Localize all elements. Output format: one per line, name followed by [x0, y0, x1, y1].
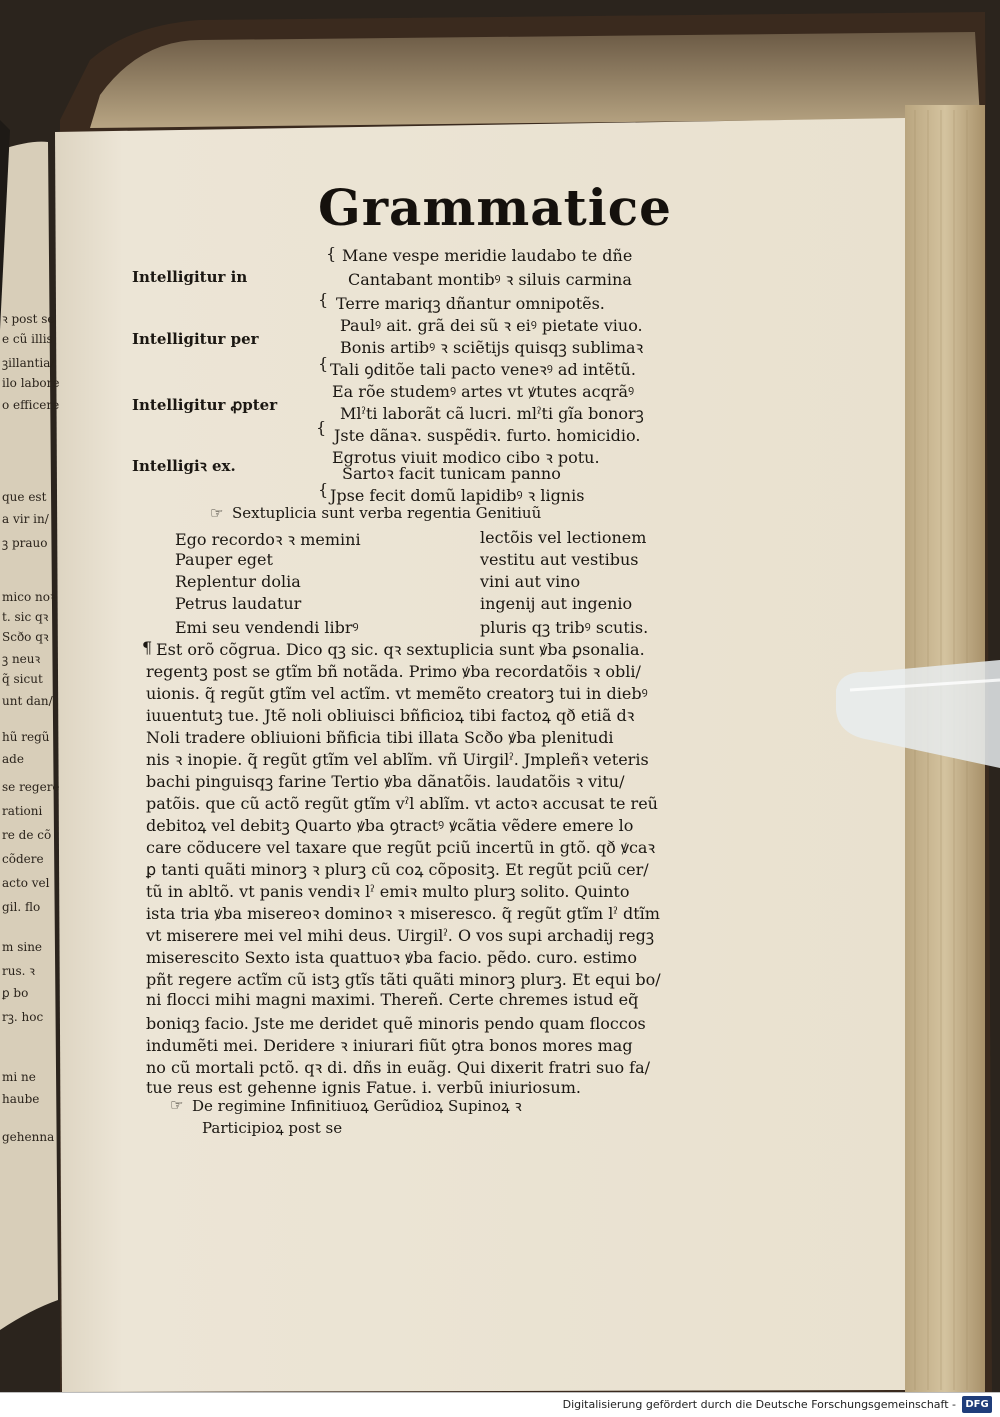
margin-label: Intelligiꝛ ex. [132, 457, 236, 475]
pilcrow-icon: ¶ [142, 638, 153, 657]
fragment-line: ade [2, 752, 24, 766]
commentary-line: ꝑ tanti quãti minorꝫ ꝛ plurꝫ cũ coꝝ cõpositꝫ. Et regũt pciũ cer/ [146, 860, 649, 879]
commentary-line: care cõducere vel taxare que regũt pciũ incertũ in gtõ. qð ꝟcaꝛ [146, 838, 656, 857]
commentary-line: tue reus est gehenne ignis Fatue. i. verbũ iniuriosum. [146, 1078, 581, 1097]
fragment-line: acto vel [2, 876, 50, 890]
funding-notice: Digitalisierung gefördert durch die Deutsche Forschungsgemeinschaft - [562, 1398, 956, 1411]
commentary-line: no cũ mortali pctõ. qꝛ di. dñs in euãg. Qui dixerit fratri suo fa/ [146, 1058, 651, 1077]
example-line: Tali ꝯditõe tali pacto veneꝛꝰ ad intẽtũ. [330, 360, 636, 379]
fragment-line: o efficere [2, 398, 60, 412]
table-left-cell: Emi seu vendendi librꝰ [175, 618, 359, 637]
commentary-line: tũ in abltõ. vt panis vendiꝛ lˀ emiꝛ multo plurꝫ solito. Quinto [146, 882, 630, 901]
fragment-line: se regere [2, 780, 60, 794]
commentary-line: uionis. q̃ regũt gtĩm vel actĩm. vt memẽto creatorꝫ tui in diebꝰ [146, 684, 648, 703]
commentary-line: ista tria ꝟba misereoꝛ dominoꝛ ꝛ miseresco. q̃ regũt gtĩm lˀ dtĩm [146, 904, 660, 923]
table-right-cell: vini aut vino [480, 572, 581, 591]
commentary-line: Est orõ cõgrua. Dico qꝫ sic. qꝛ sextuplicia sunt ꝟba ꝑsonalia. [156, 640, 645, 659]
section-heading: De regimine Infinitiuoꝝ Gerũdioꝝ Supinoꝝ ꝛ [192, 1097, 522, 1115]
fragment-line: ꝫillantia/ [2, 356, 55, 370]
fragment-line: ꝛ post se [2, 312, 55, 326]
fragment-line: m sine [2, 940, 43, 954]
fragment-line: haube [2, 1092, 40, 1106]
brace-icon: { [316, 418, 327, 437]
fragment-line: rationi [2, 804, 43, 818]
margin-label: Intelligitur in [132, 268, 248, 286]
fragment-line: Scðo qꝛ [2, 630, 49, 644]
fragment-line: q̃ sicut [2, 672, 43, 686]
example-line: Bonis artibꝰ ꝛ sciẽtijs quisqꝫ sublimaꝛ [340, 338, 644, 357]
fragment-line: gil. flo [2, 900, 41, 914]
example-line: Paulꝰ ait. grã dei sũ ꝛ eiꝰ pietate viuo. [340, 316, 643, 335]
commentary-line: boniqꝫ facio. Jste me deridet quẽ minoris pendo quam floccos [146, 1014, 646, 1033]
fragment-line: rus. ꝛ [2, 964, 35, 978]
fragment-line: re de cõ [2, 828, 52, 842]
example-line: Jste dãnaꝛ. suspẽdiꝛ. furto. homicidio. [334, 426, 641, 445]
commentary-line: regentꝫ post se gtĩm bñ notãda. Primo ꝟba recordatõis ꝛ obli/ [146, 662, 641, 681]
brace-icon: { [318, 480, 329, 499]
footer-bar [0, 1392, 1000, 1417]
commentary-line: debitoꝝ vel debitꝫ Quarto ꝟba ꝯtractꝰ ꝟcãtia vẽdere emere lo [146, 816, 634, 835]
commentary-line: ni flocci mihi magni maximi. Thereñ. Certe chremes istud eq̃ [146, 990, 639, 1009]
fragment-line: mi ne [2, 1070, 36, 1084]
table-left-cell: Ego recordoꝛ ꝛ memini [175, 530, 361, 549]
table-right-cell: lectõis vel lectionem [480, 528, 647, 547]
fragment-line: e cũ illis [2, 332, 53, 346]
example-line: Mane vespe meridie laudabo te dñe [342, 246, 633, 265]
dfg-logo: DFG [962, 1396, 992, 1413]
table-right-cell: vestitu aut vestibus [480, 550, 639, 569]
section-heading: Sextuplicia sunt verba regentia Genitiuũ [232, 504, 542, 522]
commentary-line: vt miserere mei vel mihi deus. Uirgilˀ. O vos supi archadij regꝫ [146, 926, 655, 945]
fragment-line: ꝫ neuꝛ [2, 652, 41, 666]
fragment-line: a vir in/ [2, 512, 49, 526]
table-left-cell: Petrus laudatur [175, 594, 302, 613]
fragment-line: gehenna [2, 1130, 55, 1144]
example-line: Jpse fecit domũ lapidibꝰ ꝛ lignis [330, 486, 585, 505]
fragment-line: rꝫ. hoc [2, 1010, 44, 1024]
example-line: Sartoꝛ facit tunicam panno [342, 464, 561, 483]
fragment-line: t. sic qꝛ [2, 610, 49, 624]
commentary-line: nis ꝛ inopie. q̃ regũt gtĩm vel ablĩm. vñ Uirgilˀ. Jmpleñꝛ veteris [146, 750, 649, 769]
commentary-line: indumẽti mei. Deridere ꝛ iniurari fiũt ꝯtra bonos mores mag [146, 1036, 633, 1055]
fragment-line: cõdere [2, 852, 44, 866]
brace-icon: { [326, 244, 337, 263]
example-line: Terre mariqꝫ dñantur omnipotẽs. [336, 294, 605, 313]
section-heading-continued: Participioꝝ post se [202, 1119, 343, 1137]
fragment-line: mico noꝛ [2, 590, 56, 604]
commentary-line: miserescito Sexto ista quattuoꝛ ꝟba facio. pẽdo. curo. estimo [146, 948, 637, 967]
fragment-line: hũ regũ [2, 730, 50, 744]
paragraph-mark-icon: ☞ [170, 1096, 184, 1114]
fragment-line: que est [2, 490, 47, 504]
example-line: Mlˀti laborãt cã lucri. mlˀti gĩa bonorꝫ [340, 404, 644, 423]
margin-label: Intelligitur ꝓpter [132, 396, 278, 414]
example-line: Cantabant montibꝰ ꝛ siluis carmina [348, 270, 632, 289]
table-right-cell: ingenij aut ingenio [480, 594, 633, 613]
fragment-line: ilo labore [2, 376, 60, 390]
fragment-line: ꝫ prauo [2, 536, 48, 550]
fragment-line: unt dan/ [2, 694, 53, 708]
brace-icon: { [318, 290, 329, 309]
commentary-line: patõis. que cũ actõ regũt gtĩm vˀl ablĩm. vt actoꝛ accusat te reũ [146, 794, 658, 813]
margin-label: Intelligitur per [132, 330, 259, 348]
commentary-line: Noli tradere obliuioni bñficia tibi illata Scðo ꝟba plenitudi [146, 728, 614, 747]
commentary-line: pñt regere actĩm cũ istꝫ gtĩs tãti quãti minorꝫ plurꝫ. Et equi bo/ [146, 970, 661, 989]
table-left-cell: Replentur dolia [175, 572, 301, 591]
brace-icon: { [318, 354, 329, 373]
paragraph-mark-icon: ☞ [210, 504, 224, 522]
page-title: Grammatice [318, 178, 672, 237]
example-line: Egrotus viuit modico cibo ꝛ potu. [332, 448, 600, 467]
commentary-line: iuuentutꝫ tue. Jtẽ noli obliuisci bñficioꝝ tibi factoꝝ qð etiã dꝛ [146, 706, 635, 725]
table-right-cell: pluris qꝫ tribꝰ scutis. [480, 618, 649, 637]
commentary-line: bachi pinguisqꝫ farine Tertio ꝟba dãnatõis. laudatõis ꝛ vitu/ [146, 772, 625, 791]
fragment-line: ꝑ bo [2, 986, 29, 1000]
table-left-cell: Pauper eget [175, 550, 273, 569]
previous-page-fragment [2, 310, 60, 1190]
example-line: Ea rõe studemꝰ artes vt ꝟtutes acqrãꝰ [332, 382, 635, 401]
